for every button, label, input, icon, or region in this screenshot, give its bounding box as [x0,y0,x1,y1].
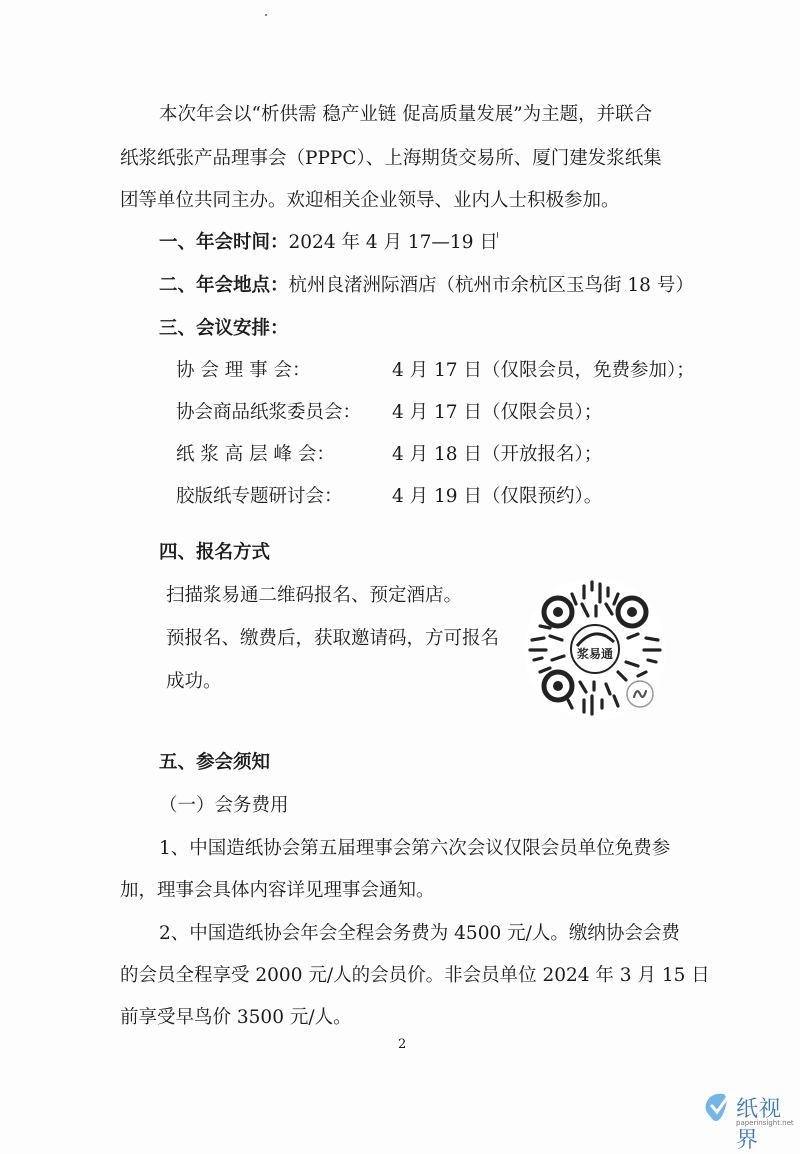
page-number: 2 [398,1037,407,1052]
time-row [159,234,498,253]
agenda-item-date: 4 月 18 日（开放报名）； [392,444,603,465]
notice-p1-line-1: 1、中国造纸协会第五届理事会第六次会议仅限会员单位免费参 [159,838,671,859]
registration-line-2: 预报名、缴费后，获取邀请码，方可报名 [166,628,500,649]
qr-pattern [524,578,666,720]
agenda-item-date: 4 月 19 日（仅限预约）。 [392,486,603,507]
qr-logo-text: 浆易通 [576,647,614,661]
registration-label: 四、报名方式 [159,542,271,563]
venue-value: 杭州良渚洲际酒店（杭州市余杭区玉鸟街 18 号） [288,275,694,296]
watermark-url: paperinsight.net [736,1119,794,1127]
notice-p2-line-2: 的会员全程享受 2000 元/人的会员价。非会员单位 2024 年 3 月 15 日 [120,965,710,986]
notice-p2-line-1: 2、中国造纸协会年会全程会务费为 4500 元/人。缴纳协会会费 [159,923,680,944]
time-label: 一、年会时间： [159,232,289,253]
agenda-label: 三、会议安排： [159,318,289,339]
notice-label: 五、参会须知 [159,752,271,773]
agenda-item-name: 纸 浆 高 层 峰 会： [176,444,335,465]
watermark-text: 纸视界 [736,1097,783,1153]
agenda-item-date: 4 月 17 日（仅限会员）； [392,402,603,423]
agenda-item-name: 胶版纸专题研讨会： [176,486,343,507]
notice-p2-line-3: 前享受早鸟价 3500 元/人。 [120,1007,352,1028]
intro-line-3: 团等单位共同主办。欢迎相关企业领导、业内人士积极参加。 [120,190,620,211]
time-value: 2024 年 4 月 17—19 日 [288,232,498,253]
agenda-item-date: 4 月 17 日（仅限会员，免费参加）； [392,360,695,381]
mini-program-qr-code[interactable] [522,576,668,722]
intro-line-2: 纸浆纸张产品理事会（PPPC）、上海期货交易所、厦门建发浆纸集 [120,148,662,169]
notice-p1-line-2: 加，理事会具体内容详见理事会通知。 [120,880,435,901]
scan-speck [265,14,267,16]
intro-line-1: 本次年会以“析供需 稳产业链 促高质量发展”为主题，并联合 [159,104,653,125]
venue-label: 二、年会地点： [159,275,289,296]
registration-line-3: 成功。 [166,671,222,692]
venue-row [159,277,694,296]
agenda-item-name: 协会商品纸浆委员会： [176,402,362,423]
agenda-item-name: 协 会 理 事 会： [176,360,311,381]
registration-line-1: 扫描浆易通二维码报名、预定酒店。 [166,585,463,606]
notice-subsection-fees: （一）会务费用 [159,795,289,816]
